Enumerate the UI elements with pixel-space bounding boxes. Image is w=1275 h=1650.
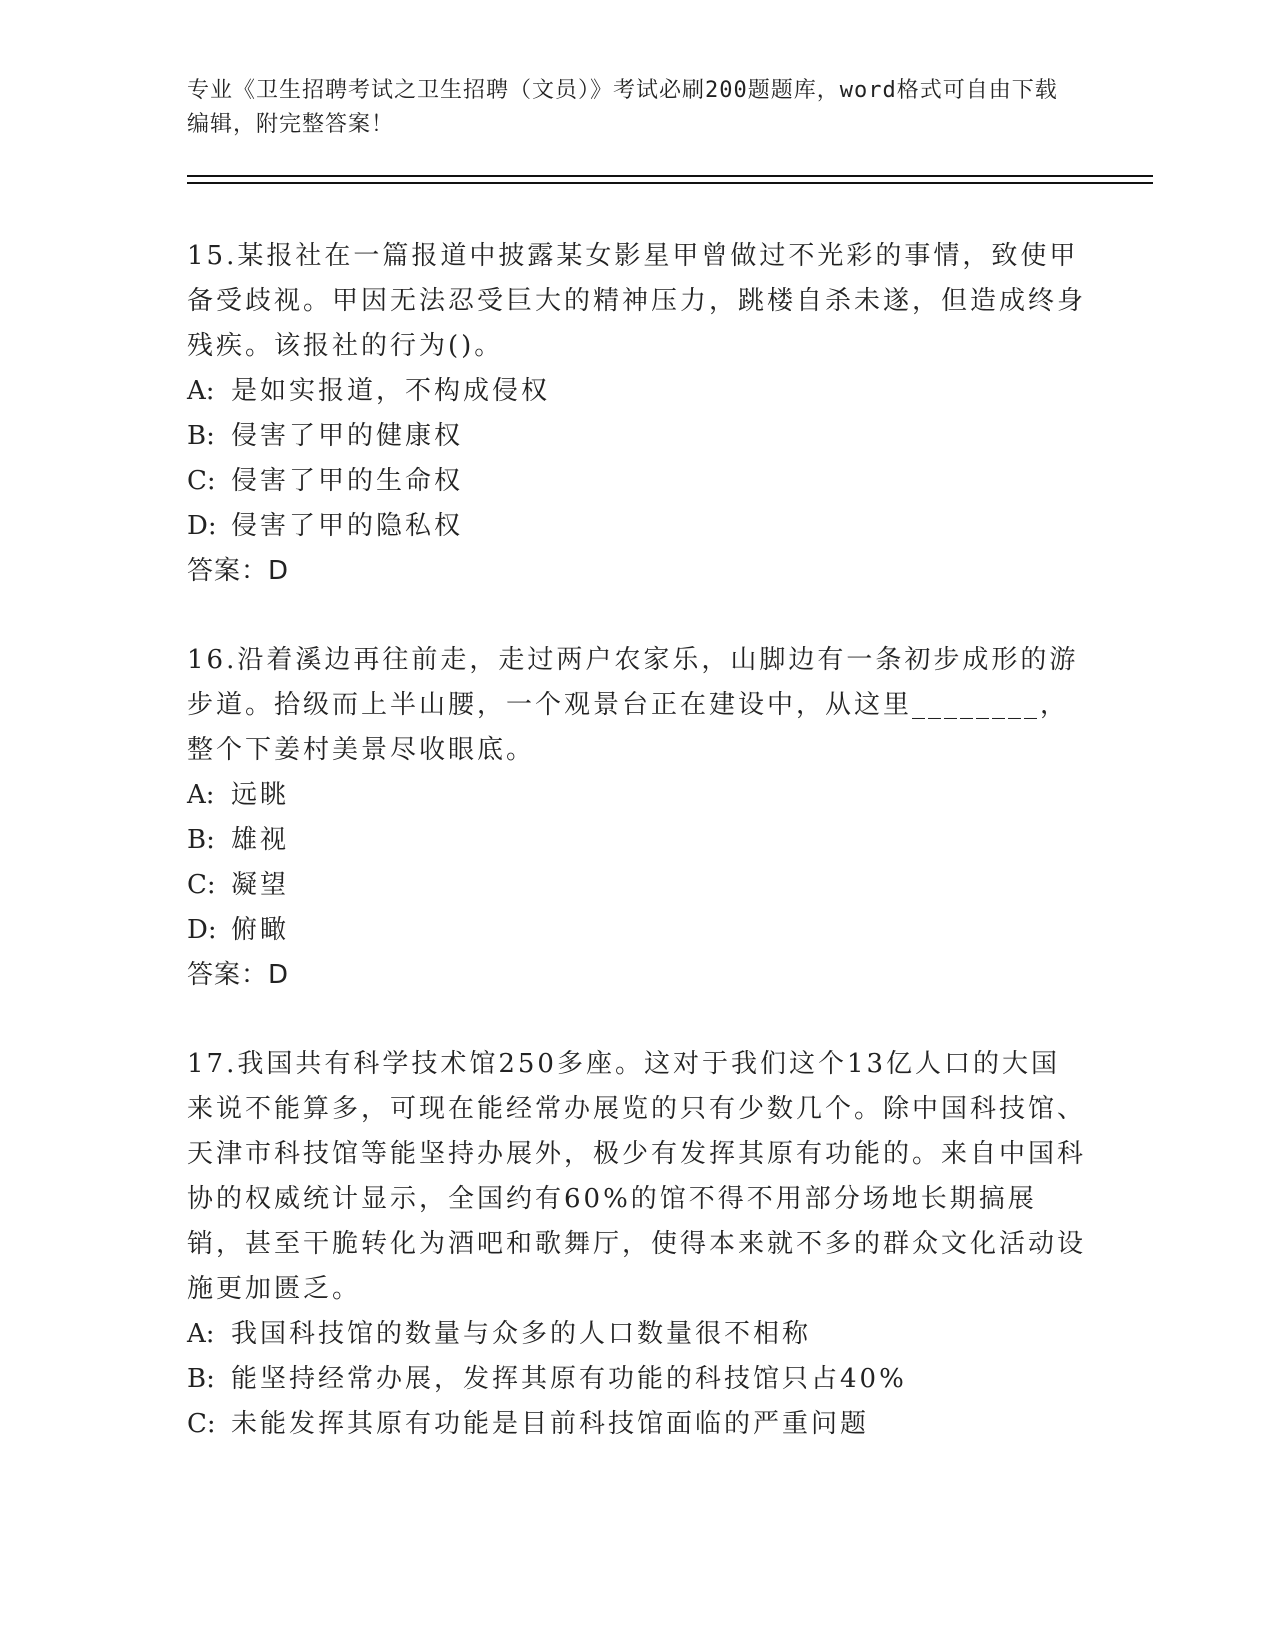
question-17: [187, 1042, 1087, 1447]
option-a: [187, 369, 1087, 414]
option-key: A:: [187, 780, 215, 810]
option-key: C:: [187, 870, 216, 900]
option-text: 侵害了甲的生命权: [231, 466, 464, 496]
option-text: 是如实报道，不构成侵权: [231, 376, 551, 406]
option-key: A:: [187, 376, 215, 406]
option-d: [187, 504, 1087, 549]
option-text: 凝望: [231, 870, 290, 900]
option-text: 俯瞰: [231, 915, 290, 945]
option-b: [187, 818, 1087, 863]
question-stem: 15.某报社在一篇报道中披露某女影星甲曾做过不光彩的事情，致使甲备受歧视。甲因无法忍受巨大的精神压力，跳楼自杀未遂，但造成终身残疾。该报社的行为()。: [187, 241, 1087, 361]
answer-line: 答案：D: [187, 556, 290, 586]
option-text: 雄视: [231, 825, 290, 855]
document-header-note: 专业《卫生招聘考试之卫生招聘（文员）》考试必刷200题题库，word格式可自由下载编辑，附完整答案！: [187, 78, 1058, 137]
question-15: [187, 234, 1087, 594]
option-key: A:: [187, 1319, 215, 1349]
option-b: [187, 414, 1087, 459]
option-key: C:: [187, 466, 216, 496]
option-text: 能坚持经常办展，发挥其原有功能的科技馆只占40%: [231, 1364, 907, 1394]
option-c: [187, 863, 1087, 908]
header-divider-bottom: [187, 182, 1153, 184]
option-key: C:: [187, 1409, 216, 1439]
question-list: [187, 234, 1087, 1491]
option-b: [187, 1357, 1087, 1402]
option-text: 远眺: [231, 780, 290, 810]
option-d: [187, 908, 1087, 953]
option-text: 侵害了甲的健康权: [231, 421, 464, 451]
option-key: B:: [187, 421, 215, 451]
option-text: 未能发挥其原有功能是目前科技馆面临的严重问题: [231, 1409, 870, 1439]
header-divider-top: [187, 175, 1153, 177]
option-key: D:: [187, 511, 217, 541]
option-c: [187, 459, 1087, 504]
option-c: [187, 1402, 1087, 1447]
answer-line: 答案：D: [187, 960, 290, 990]
option-text: 侵害了甲的隐私权: [231, 511, 464, 541]
option-key: B:: [187, 1364, 215, 1394]
option-key: B:: [187, 825, 215, 855]
option-a: [187, 773, 1087, 818]
question-stem: 17.我国共有科学技术馆250多座。这对于我们这个13亿人口的大国来说不能算多，可现在能经常办展览的只有少数几个。除中国科技馆、天津市科技馆等能坚持办展外，极少有发挥其原有功能的。来自中国科协的权威统计显示，全国约有60%的馆不得不用部分场地长期搞展销，甚至干脆转化为酒吧和歌舞厅，使得本来就不多的群众文化活动设施更加匮乏。: [187, 1049, 1087, 1304]
option-text: 我国科技馆的数量与众多的人口数量很不相称: [231, 1319, 812, 1349]
question-stem: 16.沿着溪边再往前走，走过两户农家乐，山脚边有一条初步成形的游步道。拾级而上半山腰，一个观景台正在建设中，从这里________，整个下姜村美景尽收眼底。: [187, 645, 1079, 765]
question-16: [187, 638, 1087, 998]
option-key: D:: [187, 915, 217, 945]
option-a: [187, 1312, 1087, 1357]
